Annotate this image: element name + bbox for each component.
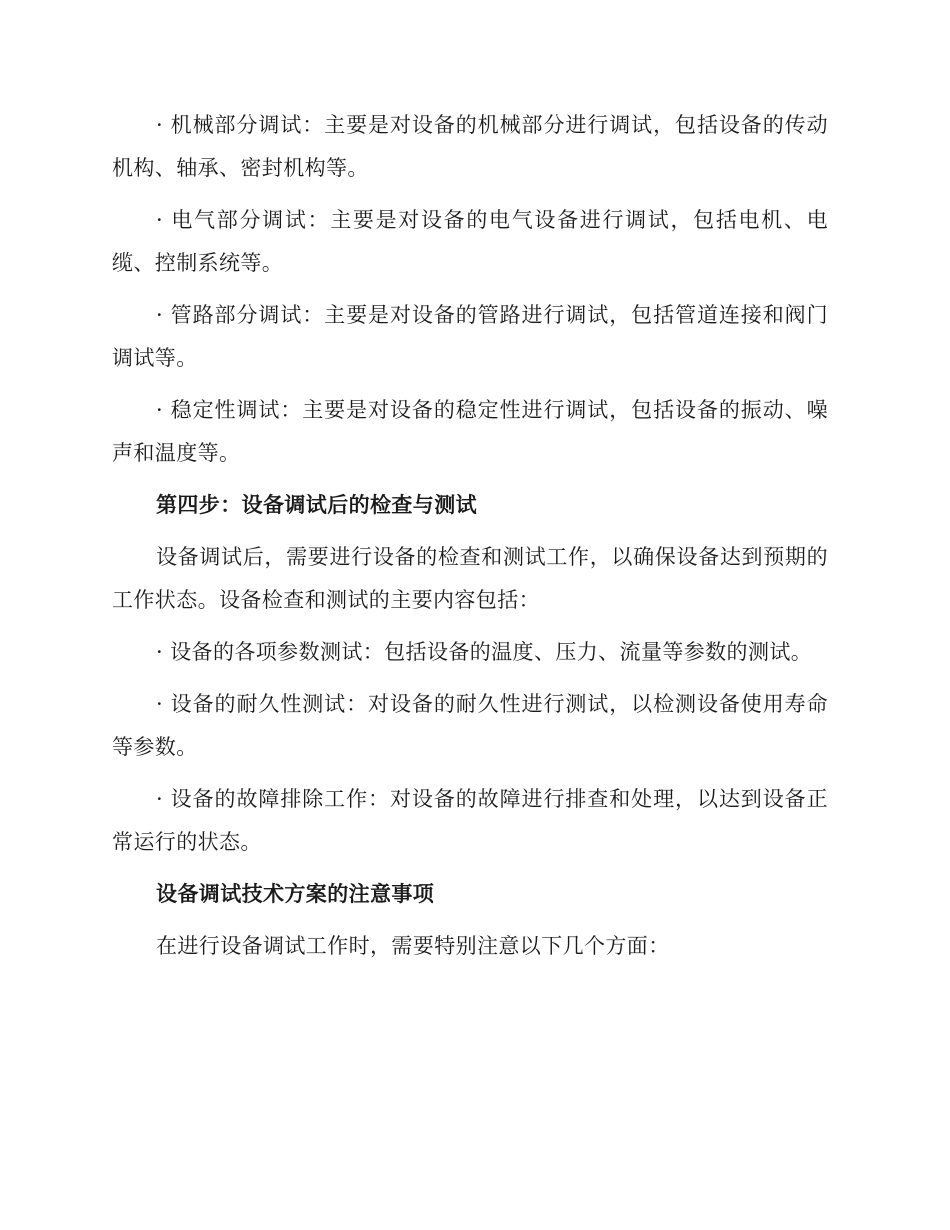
bullet-stability-debug: · 稳定性调试：主要是对设备的稳定性进行调试，包括设备的振动、噪声和温度等。 [112, 398, 828, 465]
section-heading-notes: 设备调试技术方案的注意事项 [156, 882, 435, 906]
bullet-fault-elimination: · 设备的故障排除工作：对设备的故障进行排查和处理，以达到设备正常运行的状态。 [112, 787, 828, 854]
paragraph-after-debug: 设备调试后，需要进行设备的检查和测试工作，以确保设备达到预期的工作状态。设备检查和测试的主要内容包括： [112, 545, 828, 612]
bullet-parameter-test: · 设备的各项参数测试：包括设备的温度、压力、流量等参数的测试。 [156, 640, 813, 664]
paragraph-notes-intro: 在进行设备调试工作时，需要特别注意以下几个方面： [156, 934, 670, 958]
section-heading-step4: 第四步：设备调试后的检查与测试 [156, 493, 477, 517]
bullet-electrical-debug: · 电气部分调试：主要是对设备的电气设备进行调试，包括电机、电缆、控制系统等。 [112, 208, 828, 275]
bullet-durability-test: · 设备的耐久性测试：对设备的耐久性进行测试，以检测设备使用寿命等参数。 [112, 692, 828, 759]
bullet-piping-debug: · 管路部分调试：主要是对设备的管路进行调试，包括管道连接和阀门调试等。 [112, 303, 828, 370]
bullet-mechanical-debug: · 机械部分调试：主要是对设备的机械部分进行调试，包括设备的传动机构、轴承、密封机构等。 [112, 113, 828, 180]
